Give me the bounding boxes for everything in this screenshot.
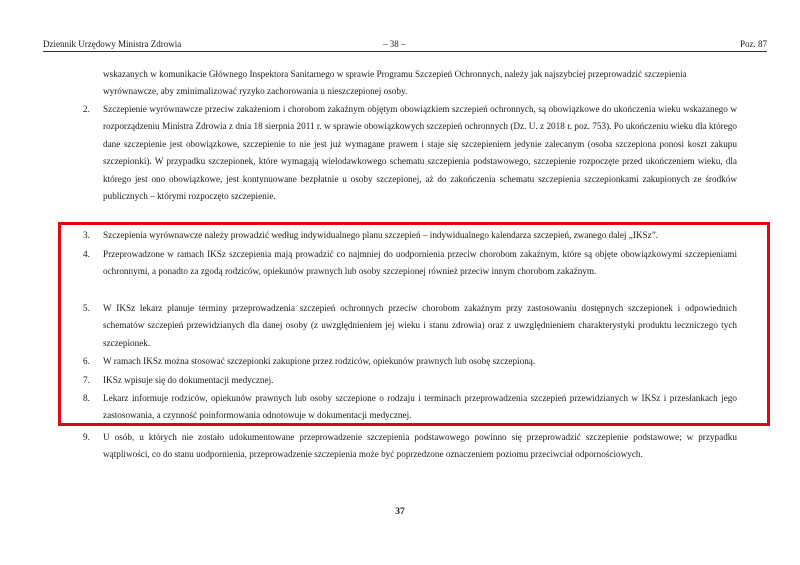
item-text: Szczepienia wyrównawcze należy prowadzić według indywidualnego planu szczepień – indywidualnego kalendarza szczepień, zwanego dalej „IKSz”.	[103, 230, 659, 240]
highlight-box	[58, 222, 770, 426]
header-divider	[43, 51, 767, 52]
journal-title: Dziennik Urzędowy Ministra Zdrowia	[43, 39, 182, 49]
item-number: 5.	[83, 303, 90, 313]
intro-continuation: wskazanych w komunikacie Głównego Inspektora Sanitarnego w sprawie Programu Szczepień Ochronnych, należy jak najszybciej przeprowadzić szczepienia wyrównawcze, aby zminimalizować ryzyko zachorowania u nieszczepionej osoby.	[103, 69, 687, 97]
list-item-2	[83, 101, 737, 223]
item-number: 2.	[83, 104, 90, 114]
item-number: 9.	[83, 432, 90, 442]
page-header	[43, 38, 767, 52]
item-text: W ramach IKSz można stosować szczepionki zakupione przez rodziców, opiekunów prawnych lub osobę szczepioną.	[103, 356, 536, 366]
item-number: 8.	[83, 393, 90, 403]
page-marker: – 38 –	[383, 39, 406, 49]
item-number: 7.	[83, 375, 90, 385]
item-text: IKSz wpisuje się do dokumentacji medycznej.	[103, 375, 274, 385]
position-label: Poz. 87	[740, 39, 767, 49]
item-number: 6.	[83, 356, 90, 366]
item-text: Przeprowadzone w ramach IKSz szczepienia mają prowadzić co najmniej do uodpornienia przeciw chorobom zakaźnym, które są objęte obowiązkowymi szczepieniami ochronnymi, a ponadto za zgodą rodziców, opiekunów prawnych lub osoby szczepionej również przeciw innym chorobom zakaźnym.	[103, 249, 737, 277]
item-number: 3.	[83, 230, 90, 240]
item-text: Szczepienie wyrównawcze przeciw zakażeniom i chorobom zakaźnym objętym obowiązkiem szczepień ochronnych, są obowiązkowe do ukończenia wieku wskazanego w rozporządzeniu Ministra Zdrowia z dnia 18 sierpnia 2011 r. w sprawie obowiązkowych szczepień ochronnych (Dz. U. z 2018 r. poz. 753). Po ukończeniu wieku dla którego dane szczepienie jest obowiązkowe, szczepienie to nie jest już wymagane prawem i staje się szczepieniem jedynie zalecanym (osoba szczepiona ponosi koszt zakupu szczepionki). W przypadku szczepionek, które wymagają wielodawkowego schematu szczepienia podstawowego, szczepienie rozpoczęte przed ukończeniem wieku, dla którego jest ono obowiązkowe, jest kontynuowane bezpłatnie u osoby szczepionej, aż do zakończenia schematu szczepienia szczepionkami zakupionych ze środków publicznych – którymi rozpoczęto szczepienie.	[103, 104, 737, 202]
item-text: U osób, u których nie zostało udokumentowane przeprowadzenie szczepienia podstawowego powinno się przeprowadzić szczepienie podstawowe; w przypadku wątpliwości, co do stanu uodpornienia, przeprowadzenie szczepienia może być poprzedzone oznaczeniem poziomu przeciwciał odpornościowych.	[103, 432, 737, 460]
item-number: 4.	[83, 249, 90, 259]
item-text: W IKSz lekarz planuje terminy przeprowadzenia szczepień ochronnych przeciw chorobom zakaźnym przy zastosowaniu dostępnych szczepionek i odpowiednich schematów szczepień przewidzianych dla danej osoby (z uwzględnieniem jej wieku i stanu zdrowia) oraz z uwzględnieniem charakterystyki produktu leczniczego tych szczepionek.	[103, 303, 737, 348]
item-text: Lekarz informuje rodziców, opiekunów prawnych lub osoby szczepione o rodzaju i terminach przeprowadzenia szczepień przewidzianych w IKSz i przesłankach jego zastosowania, a czynność poinformowania odnotowuje w dokumentacji medycznej.	[103, 393, 737, 421]
page-number: 37	[395, 507, 405, 517]
